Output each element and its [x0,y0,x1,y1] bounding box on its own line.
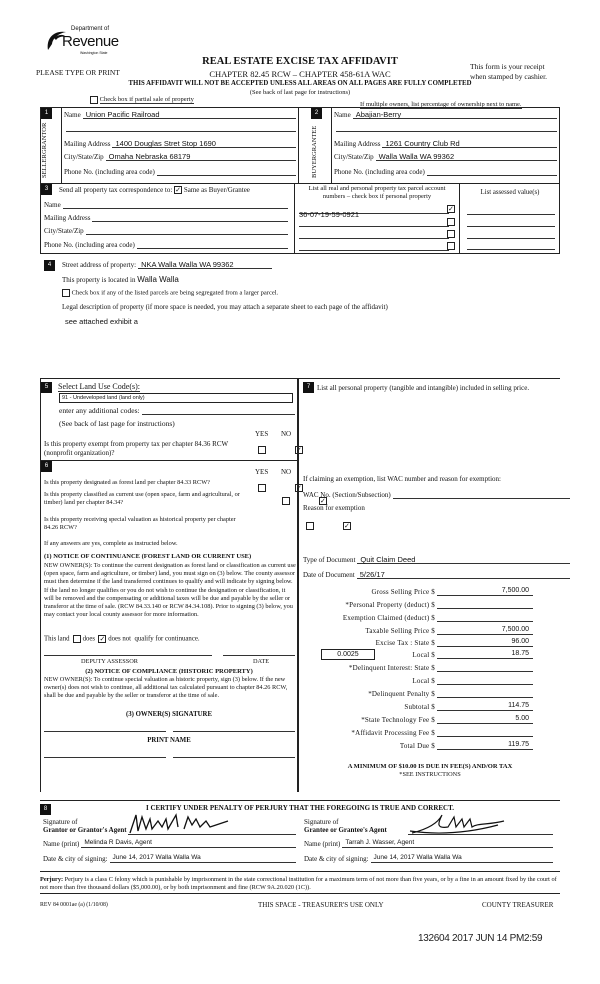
owner-signature-line[interactable] [44,731,166,732]
assessor-date-line[interactable] [223,655,295,656]
section-8 [40,800,560,872]
land-use-code-select[interactable]: 91 - Undeveloped land (land only) [59,393,293,403]
notice-2-body: NEW OWNER(S): To continue special valuation as historic property, sign (3) below. If the new owner(s) does not wish to continue, all additional tax calculated pursuant to chapter 84.26 RCW, shall be due and payable by the seller or transferor at the time of sale. [44,676,288,699]
land-use-title: Select Land Use Code(s): [58,382,140,391]
perjury-notice: Perjury: Perjury is a class C felony which is punishable by imprisonment in the state correctional institution for a maximum term of not more than five years, or by a fine in an amount fixed by the court of not more than five thousand dollars ($5,000.00), or by both imprisonment and fine (RCW 9A.20.020 (1C)). [40,876,560,894]
reason-label: Reason for exemption [303,504,365,512]
multiple-owners-note: If multiple owners, list percentage of ownership next to name. [360,101,522,108]
notice-2-title: (2) NOTICE OF COMPLIANCE (HISTORIC PROPERTY) [85,668,253,675]
grantee-sig-label-1: Signature of [304,818,339,826]
section-6-badge: 6 [41,461,52,472]
amount-subtotal: Subtotal $ 114.75 [309,702,533,711]
amount-exemption-claimed: Exemption Claimed (deduct) $ [309,613,533,622]
total-due-value[interactable]: 119.75 [437,741,533,750]
grantee-date-field[interactable]: Date & city of signing: June 14, 2017 Walla Walla Wa [304,854,553,863]
section-6 [40,460,298,792]
personal-property-checkbox[interactable] [447,242,455,250]
seller-mailing-field[interactable]: Mailing Address 1400 Douglas Stret Stop 1690 [64,139,296,148]
personal-property-label: List all personal property (tangible and intangible) included in selling price. [317,384,530,392]
seller-name-line-2[interactable] [64,123,296,132]
section-7-badge: 7 [303,382,314,393]
amount-gross-selling: Gross Selling Price $ 7,500.00 [309,587,533,596]
grantor-name-field[interactable]: Name (print) Melinda R Davis, Agent [43,839,296,848]
amount-delinquent-penalty: *Delinquent Penalty $ [309,689,533,698]
amount-excise-state: Excise Tax : State $ 96.00 [309,638,533,647]
amount-delinquent-interest-state: *Delinquent Interest: State $ [309,663,533,672]
assessed-value-line[interactable] [467,214,555,215]
partial-sale[interactable] [90,96,194,104]
receipt-note-1: This form is your receipt [470,62,545,71]
certify-statement: I CERTIFY UNDER PENALTY OF PERJURY THAT THE FOREGOING IS TRUE AND CORRECT. [145,804,454,812]
corr-phone-field[interactable]: Phone No. (including area code) [44,240,288,249]
property-section [44,258,560,378]
does-not-qualify-checkbox[interactable] [98,635,106,643]
parcel-row[interactable] [299,241,449,251]
gross-selling-value[interactable]: 7,500.00 [437,587,533,596]
exemption-claimed-value[interactable] [437,613,533,622]
grantee-sig-label-2: Grantee or Grantee's Agent [304,826,387,834]
section-7 [298,378,560,792]
excise-local-value[interactable]: 18.75 [437,650,533,659]
deputy-assessor-line[interactable] [44,655,212,656]
amount-taxable-selling: Taxable Selling Price $ 7,500.00 [309,626,533,635]
local-rate-box[interactable]: 0.0025 [321,649,375,660]
parcel-section [294,184,560,254]
logo-state: Washington State [80,51,108,55]
section-1-badge: 1 [41,108,52,119]
grantee-name[interactable]: Tarrah J. Wasser, Agent [342,839,553,848]
assessed-value-line[interactable] [467,249,555,250]
land-use-see-back: (See back of last page for instructions) [59,419,175,428]
see-instructions: *SEE INSTRUCTIONS [399,771,461,778]
no-header: NO [281,430,292,438]
excise-state-value[interactable]: 96.00 [437,638,533,647]
assessed-header: List assessed value(s) [480,189,540,196]
continuance-row: This land does ✓ does not qualify for continuance. [44,635,200,643]
grantee-date[interactable]: June 14, 2017 Walla Walla Wa [371,854,553,863]
county-treasurer: COUNTY TREASURER [482,901,554,909]
print-name-line[interactable] [173,757,295,758]
exemption-label: If claiming an exemption, list WAC number and reason for exemption: [303,475,501,483]
partial-sale-label: Check box if partial sale of property [99,96,194,104]
owner-signature-line[interactable] [173,731,295,732]
located-value[interactable]: Walla Walla [137,275,179,284]
amount-state-tech-fee: *State Technology Fee $ 5.00 [309,715,533,724]
buyer-mailing[interactable]: 1261 Country Club Rd [382,139,557,148]
logo-name: Revenue [62,33,119,50]
cashier-stamp: 132604 2017 JUN 14 PM2:59 [418,933,543,944]
land-use-section [40,378,298,460]
wac-field[interactable]: WAC No. (Section/Subsection) [303,490,570,499]
logo-dept: Department of [71,26,110,32]
parcel-number[interactable]: 36-07-19-59-0921 [299,210,360,219]
seller-name[interactable]: Union Pacific Railroad [83,110,296,119]
amount-excise-local: Local $ 18.75 [309,650,533,659]
corr-name-field[interactable]: Name [44,200,288,209]
seller-city-field[interactable]: City/State/Zip Omaha Nebraska 68179 [64,152,296,161]
form-chapter: CHAPTER 82.45 RCW – CHAPTER 458-61A WAC [209,69,391,79]
segregated[interactable]: Check box if any of the listed parcels are being segregated from a larger parcel. [62,289,278,297]
section-2-badge: 2 [311,108,322,119]
grantor-signature[interactable] [128,811,296,835]
owner-signature-label: (3) OWNER(S) SIGNATURE [126,711,212,718]
does-qualify-checkbox[interactable] [73,635,81,643]
notice-1-title: (1) NOTICE OF CONTINUANCE (FOREST LAND OR CURRENT USE) [44,553,252,560]
buyer-name-line-2[interactable] [334,123,557,132]
state-tech-fee-value[interactable]: 5.00 [437,715,533,724]
grantor-sig-label-1: Signature of [43,818,78,826]
see-back-instructions: (See back of last page for instructions) [249,89,351,96]
current-use-question: Is this property classified as current use (open space, farm and agricultural, or timber) land per chapter 84.34? [44,491,240,506]
corr-mailing-field[interactable]: Mailing Address [44,213,288,222]
buyer-phone-field[interactable]: Phone No. (including area code) [334,167,557,176]
grantor-date[interactable]: June 14, 2017 Walla Walla Wa [110,854,296,863]
yes-header: YES [255,468,269,476]
personal-property-checkbox[interactable] [447,218,455,226]
personal-property-checkbox[interactable] [447,230,455,238]
notice-1-body: NEW OWNER(S): To continue the current designation as forest land or classification as current use (open space, farm and agriculture, or timber) land, you must sign on (3) below. The county assessor must then determine if the land transferred continues to qualify and will indicate by signing below. If the land no longer qualifies or you do not wish to continue the designation or classification, it will be removed and the compensating or additional taxes will be due and payable by the seller or transferor at the time of sale. (RCW 84.33.140 or RCW 84.34.108). Prior to signing (3) below, you may contact your local county assessor for more information. [44,562,296,619]
exempt-yes-checkbox[interactable] [258,446,266,454]
assessed-value-line[interactable] [467,226,555,227]
located-in: This property is located in Walla Walla [62,275,179,284]
section-3-badge: 3 [41,184,52,195]
historic-question: Is this property receiving special valuation as historical property per chapter 84.26 RCW? [44,516,236,531]
buyer-city[interactable]: Walla Walla WA 99362 [376,152,557,161]
send-correspondence: Send all property tax correspondence to: ✓ Same as Buyer/Grantee [59,186,250,194]
please-type: PLEASE TYPE OR PRINT [36,68,120,77]
section-5-badge: 5 [41,382,52,393]
personal-property-value[interactable] [437,600,533,609]
seller-name-field[interactable]: Name Union Pacific Railroad [64,110,296,119]
treasurer-use-only: THIS SPACE - TREASURER'S USE ONLY [258,901,384,909]
buyer-city-field[interactable]: City/State/Zip Walla Walla WA 99362 [334,152,557,161]
parcel-row[interactable] [299,217,449,227]
legal-description-label: Legal description of property (if more space is needed, you may attach a separate sheet to each page of the affidavit) [62,303,388,311]
legal-description[interactable]: see attached exhibit a [65,317,138,326]
amount-delinquent-interest-local: Local $ [309,676,533,685]
section-4-badge: 4 [44,260,55,271]
amount-personal-property: *Personal Property (deduct) $ [309,600,533,609]
if-yes-note: If any answers are yes, complete as instructed below. [44,540,178,547]
grantee-signature-scribble-icon [408,811,508,835]
personal-property-checkbox[interactable] [447,205,455,213]
warning: THIS AFFIDAVIT WILL NOT BE ACCEPTED UNLESS ALL AREAS ON ALL PAGES ARE FULLY COMPLETED [128,80,472,87]
delinquent-interest-local-value[interactable] [437,676,533,685]
correspondence-section [40,184,294,254]
grantee-name-field[interactable]: Name (print) Tarrah J. Wasser, Agent [304,839,553,848]
doc-date-field[interactable]: Date of Document 5/26/17 [303,570,570,579]
taxable-selling-value[interactable]: 7,500.00 [437,626,533,635]
parcel-row[interactable] [299,229,449,239]
grantor-signature-scribble-icon [128,811,238,835]
grantor-sig-label-2: Grantor or Grantor's Agent [43,826,127,834]
wac-input[interactable] [393,490,570,499]
print-name-label: PRINT NAME [147,737,191,744]
seller-mailing[interactable]: 1400 Douglas Stret Stop 1690 [112,139,296,148]
deputy-assessor-label: DEPUTY ASSESSOR [81,658,138,665]
grantor-name[interactable]: Melinda R Davis, Agent [81,839,296,848]
seller-city[interactable]: Omaha Nebraska 68179 [106,152,296,161]
buyer-phone[interactable] [427,167,557,176]
doc-type-field[interactable]: Type of Document Quit Claim Deed [303,555,570,564]
subtotal-value[interactable]: 114.75 [437,702,533,711]
seller-section [40,107,298,184]
assessor-date-label: DATE [253,658,270,665]
print-name-line[interactable] [44,757,166,758]
buyer-mailing-field[interactable]: Mailing Address 1261 Country Club Rd [334,139,557,148]
seller-phone[interactable] [157,167,296,176]
same-as-buyer-checkbox[interactable] [174,186,182,194]
amount-total-due: Total Due $ 119.75 [309,741,533,750]
parcel-row[interactable] [299,204,449,219]
buyer-name-field[interactable]: Name Abajian-Berry [334,110,557,119]
partial-sale-checkbox[interactable] [90,96,98,104]
current-use-yes-checkbox[interactable] [282,497,290,505]
parcel-header: List all real and personal property tax parcel account numbers – check box if personal property [308,185,446,200]
buyer-section [298,107,560,184]
form-title: REAL ESTATE EXCISE TAX AFFIDAVIT [202,56,398,67]
buyer-name[interactable]: Abajian-Berry [353,110,557,119]
forest-question: Is this property designated as forest land per chapter 84.33 RCW? [44,479,210,486]
affidavit-fee-value[interactable] [437,728,533,737]
grantee-signature[interactable] [408,811,553,835]
section-8-badge: 8 [40,804,51,815]
grantor-date-field[interactable]: Date & city of signing: June 14, 2017 Walla Walla Wa [43,854,296,863]
minimum-note: A MINIMUM OF $10.00 IS DUE IN FEE(S) AND/OR TAX [347,763,513,770]
corr-city-field[interactable]: City/State/Zip [44,226,288,235]
additional-codes-field[interactable]: enter any additional codes: [59,406,295,415]
exempt-question: Is this property exempt from property tax per chapter 84.36 RCW (nonprofit organization)? [44,440,228,457]
doc-date[interactable]: 5/26/17 [357,570,570,579]
street-address-field[interactable]: Street address of property: NKA Walla Walla WA 99362 [62,260,272,269]
doc-type[interactable]: Quit Claim Deed [357,555,570,564]
seller-side-label: SELLER GRANTOR [41,122,48,178]
street-address[interactable]: NKA Walla Walla WA 99362 [138,260,272,269]
revision-code: REV 84 0001ae (a) (1/10/08) [40,902,108,908]
receipt-note-2: when stamped by cashier. [470,72,548,81]
forest-yes-checkbox[interactable] [258,484,266,492]
yes-header: YES [255,430,269,438]
segregated-checkbox[interactable] [62,289,70,297]
seller-phone-field[interactable]: Phone No. (including area code) [64,167,296,176]
delinquent-penalty-value[interactable] [437,689,533,698]
amount-affidavit-fee: *Affidavit Processing Fee $ [309,728,533,737]
assessed-value-line[interactable] [467,238,555,239]
buyer-side-label: BUYER GRANTEE [311,125,318,178]
no-header: NO [281,468,292,476]
delinquent-interest-state-value[interactable] [437,663,533,672]
